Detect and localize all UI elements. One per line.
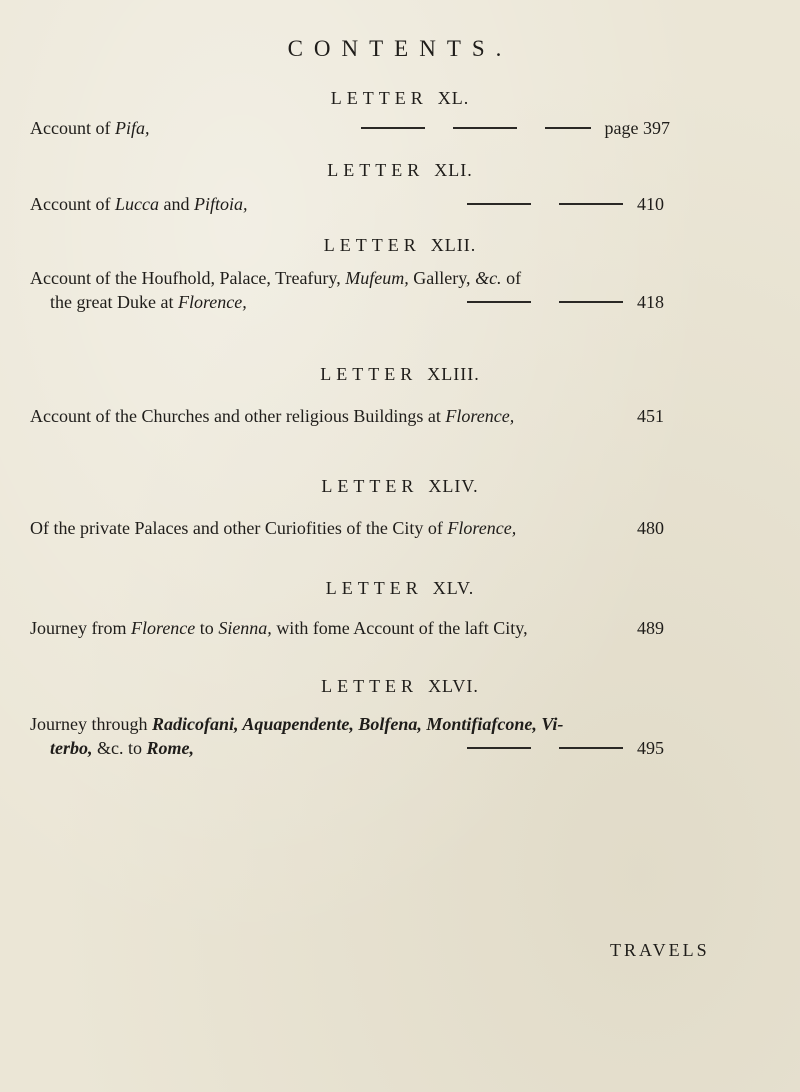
- entry-text: Account of Pifa,: [30, 118, 150, 138]
- letter-number: XLVI.: [428, 676, 479, 696]
- page-number: 451: [637, 406, 664, 426]
- entry-text: Journey through Radicofani, Aquapendente, Bolfena, Montifiafcone, Vi-: [30, 714, 564, 734]
- leader-dash: [559, 301, 623, 303]
- entry-text-continued: the great Duke at Florence,: [50, 292, 247, 312]
- page-number: 489: [637, 618, 664, 638]
- contents-entry-xl: [30, 116, 670, 140]
- leader-dash: [361, 127, 425, 129]
- letter-heading-xliii: [0, 364, 800, 385]
- leader-dash: [453, 127, 517, 129]
- entry-text: Account of Lucca and Piftoia,: [30, 194, 248, 214]
- leader-dash: [467, 301, 531, 303]
- entry-text: Of the private Palaces and other Curiofities of the City of Florence,: [30, 518, 517, 538]
- contents-entry-xlv: [30, 616, 664, 640]
- letter-heading-xliv: [0, 476, 800, 497]
- entry-text: Account of the Houfhold, Palace, Treafury, Mufeum, Gallery, &c. of: [30, 268, 522, 288]
- page-number: 418: [637, 292, 664, 312]
- letter-number: XLI.: [434, 160, 473, 180]
- letter-label: LETTER: [321, 676, 419, 696]
- letter-number: XL.: [437, 88, 470, 108]
- letter-label: LETTER: [321, 476, 419, 496]
- leader-dash: [559, 747, 623, 749]
- page-number: 495: [637, 738, 664, 758]
- letter-label: LETTER: [330, 88, 428, 108]
- leader-dash: [545, 127, 591, 129]
- contents-entry-xli: [30, 192, 664, 216]
- page-number: page 397: [604, 118, 670, 138]
- entry-text: Journey from Florence to Sienna, with fome Account of the laft City,: [30, 618, 528, 638]
- catchword: TRAVELS: [610, 940, 710, 960]
- letter-heading-xlii: [0, 235, 800, 256]
- letter-label: LETTER: [323, 235, 421, 255]
- contents-entry-xliii: [30, 404, 664, 428]
- letter-heading-xli: [0, 160, 800, 181]
- contents-entry-xliv: [30, 516, 664, 540]
- page-number: 480: [637, 518, 664, 538]
- letter-heading-xl: [0, 88, 800, 109]
- letter-label: LETTER: [327, 160, 425, 180]
- page-title: CONTENTS.: [287, 36, 513, 61]
- letter-number: XLIV.: [428, 476, 479, 496]
- letter-label: LETTER: [320, 364, 418, 384]
- letter-heading-xlvi: [0, 676, 800, 697]
- letter-number: XLIII.: [427, 364, 480, 384]
- contents-entry-xlvi: [30, 712, 664, 760]
- letter-number: XLV.: [432, 578, 475, 598]
- letter-number: XLII.: [430, 235, 477, 255]
- contents-entry-xlii: [30, 266, 664, 314]
- entry-text-continued: terbo, &c. to Rome,: [50, 738, 194, 758]
- entry-text: Account of the Churches and other religious Buildings at Florence,: [30, 406, 515, 426]
- leader-dash: [467, 747, 531, 749]
- letter-heading-xlv: [0, 578, 800, 599]
- letter-label: LETTER: [325, 578, 423, 598]
- page-number: 410: [637, 194, 664, 214]
- leader-dash: [559, 203, 623, 205]
- leader-dash: [467, 203, 531, 205]
